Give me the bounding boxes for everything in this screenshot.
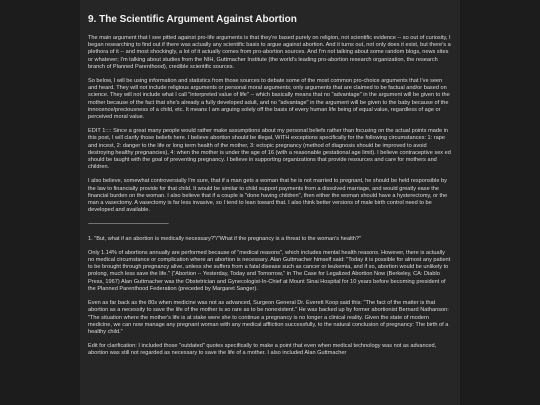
beliefs-paragraph: I also believe, somewhat controversially I'm sure, that if a man gets a woman that he is not married to pregnant, he should be held responsible by the law to financially provide for that child. It would be similar to child support payments from a dissolved marriage, and would greatly ease the financial burden on the woman. I also believe that if a couple is "done having children", then either the woman should have a hysterectomy, or the man a vasectomy. A vasectomy is far less invasive, so I tend to lean toward that. I also think better versions of male birth control need to be developed and available. — [88, 178, 448, 214]
intro-paragraph: The main argument that I see pitted against pro-life arguments is that they're based purely on religion, not scientific evidence -- so out of curiosity, I began researching to find out if there was actually any scientific basis to argue against abortion. And it turns out, not only does it exist, but there's a plethora of it -- and most shockingly, a lot of it actually comes from pro-abortion sources. And I'm not talking about some random blogs, news sites or whatever; I'm talking about studies from the NIH, Guttmacher Institute (the world's leading pro-abortion research organization, the research branch of Planned Parenthood), credible scientific sources. — [88, 35, 451, 70]
method-paragraph: So below, I will be using information and statistics from those sources to debate some of the most common pro-choice arguments that I've seen and heard. They will not include religious arguments or personal moral arguments; only arguments that are claimed to be factual and/or based on science. They will not include what I call "interpreted value of life" -- which basically means that no "advantage" in the argument will be given to the mother because of the fact that she's already a fully developed adult, and no "advantage" in the argument will be given to the baby because of the innocence/preciousness of a child, etc. It means I am arguing solely off the basis of every human life being of equal value, regardless of age or perceived moral value. — [88, 78, 450, 121]
clarification-paragraph: Edit for clarification: I included those "outdated" quotes specifically to make a point that even when medical technology was not as advanced, abortion was still not regarded as necessary to save the life of a mother. I also included Alan Guttmacher — [88, 343, 437, 357]
koop-paragraph: Even as far back as the 80s when medicine was not as advanced, Surgeon General Dr. Everett Koop said this: "The fact of the matter is that abortion as a necessity to save the life of the mother is so rare as to be nonexistent." He was backed up by former abortionist Bernard Nathanson: "The situation where the mother's life is at stake were she to continue a pregnancy is no longer a clinical reality. Given the state of modern medicine, we can now manage any pregnant woman with any medical affliction successfully, to the natural conclusion of pregnancy: The birth of a healthy child." — [88, 300, 449, 335]
article-page — [80, 0, 460, 405]
edit-1-paragraph: EDIT 1:::: Since a great many people would rather make assumptions about my personal beliefs rather than focusing on the actual points made in this post, I will clarify those beliefs here. I believe abortion should be illegal, WITH exceptions specifically for the following circumstances: 1: rape and incest, 2: danger to the life or long term health of the mother, 3: ectopic pregnancy (method of diagnosis should be improved to avoid destroying healthy pregnancies), 4: when the mother is under the age of 16 (with a reasonable gestational age limit). I believe contraceptive sex ed should be taught with the goal of preventing pregnancy. I believe in supporting organizations that provide resources and care for mothers and children. — [88, 128, 451, 171]
article-title: 9. The Scientific Argument Against Abortion — [88, 14, 297, 25]
question-1-heading: 1. "But, what if an abortion is medically necessary?"/"What if the pregnancy is a threat to the woman's health?" — [88, 235, 361, 242]
article-body — [80, 0, 460, 358]
section-divider: ----------------------------------------------------------- — [88, 221, 169, 228]
answer-1-paragraph: Only 1.14% of abortions annually are performed because of "medical reasons", which includes mental health reasons. However, there is actually no medical circumstance or complication where an abortion is necessary. Alan Guttmacher himself said: "Today it is possible for almost any patient to be brought through pregnancy alive, unless she suffers from a fatal disease such as cancer or leukemia, and if so, abortion would be unlikely to prolong, much less save the life." ("Abortion -- Yesterday, Today and Tomorrow," in The Case for Legalized Abortion Now (Berkeley, CA: Diablo Press, 1967) Alan Guttmacher was the Obstetrician and Gynecologist-In-Chief at Mount Sinai Hospital for 10 years before becoming president of the Planned Parenthood Federation (preceded by Margaret Sanger). — [88, 249, 451, 292]
